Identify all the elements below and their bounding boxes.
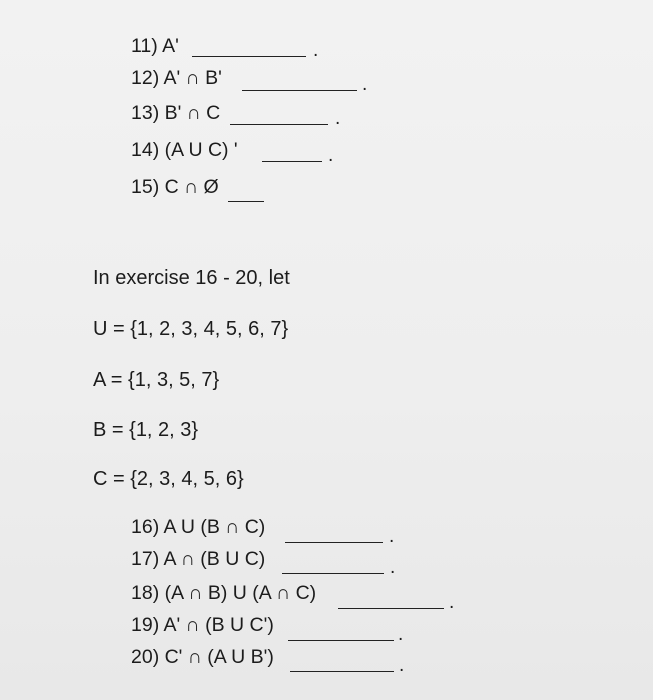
exercise-18 bbox=[131, 581, 316, 605]
exercise-12 bbox=[131, 66, 222, 90]
answer-blank-11[interactable] bbox=[192, 56, 306, 57]
answer-blank-12[interactable] bbox=[242, 90, 357, 91]
exercise-11 bbox=[131, 34, 179, 58]
exercise-label: 17) A ∩ (B U C) bbox=[131, 548, 266, 570]
exercise-label: 16) A U (B ∩ C) bbox=[131, 516, 266, 538]
period-14: . bbox=[328, 145, 334, 166]
answer-blank-14[interactable] bbox=[262, 161, 322, 162]
answer-blank-15[interactable] bbox=[228, 201, 264, 202]
period-19: . bbox=[398, 624, 404, 645]
answer-blank-13[interactable] bbox=[230, 124, 328, 125]
exercise-label: 13) B' ∩ C bbox=[131, 102, 221, 124]
exercise-16 bbox=[131, 515, 265, 539]
exercise-14 bbox=[131, 138, 238, 162]
set-u: U = {1, 2, 3, 4, 5, 6, 7} bbox=[93, 318, 289, 340]
set-a: A = {1, 3, 5, 7} bbox=[93, 369, 220, 391]
exercise-13 bbox=[131, 101, 220, 125]
exercise-label: 20) C' ∩ (A U B') bbox=[131, 646, 274, 668]
answer-blank-16[interactable] bbox=[285, 542, 383, 543]
answer-blank-19[interactable] bbox=[288, 640, 394, 641]
period-11: . bbox=[313, 40, 319, 61]
period-12: . bbox=[362, 74, 368, 95]
exercise-15 bbox=[131, 175, 219, 199]
period-16: . bbox=[389, 526, 395, 547]
exercise-label: 15) C ∩ Ø bbox=[131, 176, 219, 198]
exercise-label: 14) (A U C) ' bbox=[131, 139, 238, 161]
period-18: . bbox=[449, 592, 455, 613]
exercise-label: 11) A' bbox=[131, 35, 179, 57]
exercise-17 bbox=[131, 547, 265, 571]
set-c: C = {2, 3, 4, 5, 6} bbox=[93, 468, 244, 490]
exercise-label: 12) A' ∩ B' bbox=[131, 67, 222, 89]
answer-blank-18[interactable] bbox=[338, 608, 444, 609]
exercise-19 bbox=[131, 613, 274, 637]
exercise-label: 18) (A ∩ B) U (A ∩ C) bbox=[131, 582, 317, 604]
period-20: . bbox=[399, 655, 405, 676]
answer-blank-17[interactable] bbox=[282, 573, 384, 574]
answer-blank-20[interactable] bbox=[290, 671, 394, 672]
period-13: . bbox=[335, 108, 341, 129]
set-b: B = {1, 2, 3} bbox=[93, 419, 199, 441]
period-17: . bbox=[390, 557, 396, 578]
exercise-20 bbox=[131, 645, 274, 669]
exercise-label: 19) A' ∩ (B U C') bbox=[131, 614, 274, 636]
intro-text: In exercise 16 - 20, let bbox=[93, 267, 290, 289]
